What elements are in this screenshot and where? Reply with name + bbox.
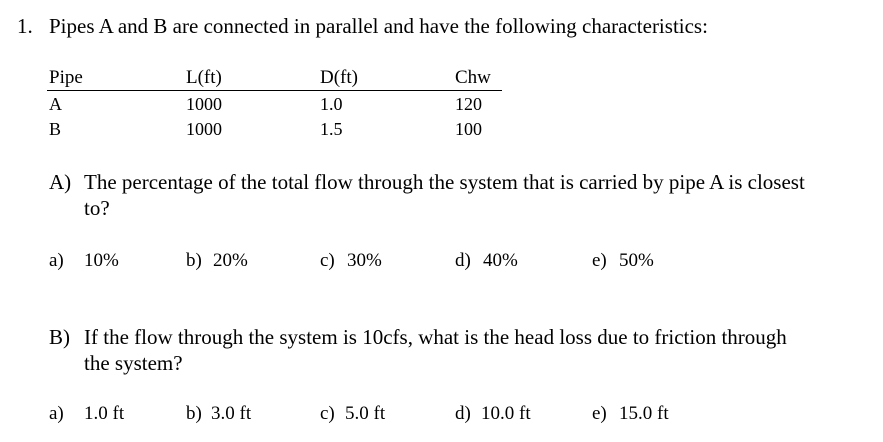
option-label: d) <box>455 250 471 271</box>
option-label: e) <box>592 403 607 424</box>
part-b-question-line2: the system? <box>84 351 183 375</box>
table-cell-diameter: 1.5 <box>320 119 343 139</box>
table-cell-pipe: A <box>49 94 62 114</box>
table-header-length: L(ft) <box>186 67 222 88</box>
option-value: 40% <box>483 250 518 271</box>
part-b-question-line1: If the flow through the system is 10cfs, what is the head loss due to friction through <box>84 325 787 349</box>
option-label: e) <box>592 250 607 271</box>
part-a-question-line1: The percentage of the total flow through the system that is carried by pipe A is closest <box>84 170 805 194</box>
part-b-label: B) <box>49 325 70 349</box>
table-header-chw: Chw <box>455 67 491 88</box>
option-label: a) <box>49 250 64 271</box>
table-cell-chw: 100 <box>455 119 482 139</box>
option-label: a) <box>49 403 64 424</box>
option-value: 3.0 ft <box>211 403 252 424</box>
option-value: 15.0 ft <box>619 403 669 424</box>
table-header-pipe: Pipe <box>49 67 83 88</box>
part-a-label: A) <box>49 170 72 194</box>
table-header-diameter: D(ft) <box>320 67 358 88</box>
option-label: d) <box>455 403 471 424</box>
question-text: Pipes A and B are connected in parallel and have the following characteristics: <box>49 14 708 38</box>
table-cell-pipe: B <box>49 119 62 139</box>
table-header-rule <box>47 90 502 91</box>
option-value: 10% <box>84 250 119 271</box>
option-value: 5.0 ft <box>345 403 386 424</box>
option-label: b) <box>186 250 202 271</box>
option-label: c) <box>320 403 335 424</box>
table-cell-length: 1000 <box>186 94 222 114</box>
option-label: b) <box>186 403 202 424</box>
option-value: 10.0 ft <box>481 403 531 424</box>
option-value: 20% <box>213 250 248 271</box>
question-number: 1. <box>17 14 33 38</box>
option-value: 50% <box>619 250 654 271</box>
table-cell-diameter: 1.0 <box>320 94 343 114</box>
part-a-question-line2: to? <box>84 196 110 220</box>
option-label: c) <box>320 250 335 271</box>
option-value: 1.0 ft <box>84 403 125 424</box>
option-value: 30% <box>347 250 382 271</box>
table-cell-chw: 120 <box>455 94 482 114</box>
table-cell-length: 1000 <box>186 119 222 139</box>
